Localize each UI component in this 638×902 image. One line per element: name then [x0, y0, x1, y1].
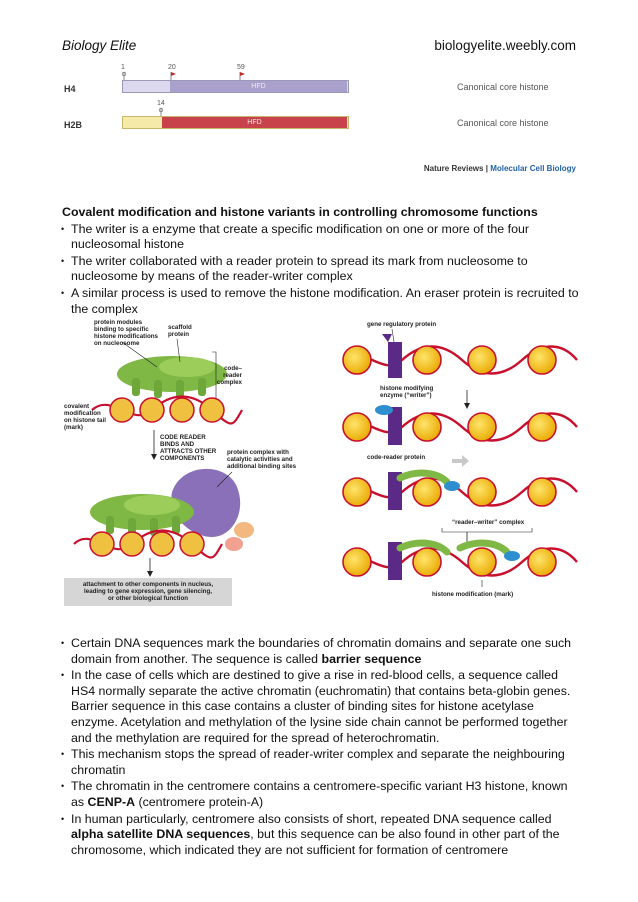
text-segment: In the case of cells which are destined to give a rise in red-blood cells, a sequence called HS4 normally separate the active chromatin (euchromatin) that contains beta-globin genes. Barrier sequence in this case contains a cluster of binding sites for histone acetylase enzyme. Acetylation and methylation of the lysine side chain cannot be performed together and the methylation are required for the spread of heterochromatin. [71, 668, 571, 745]
source-title: Molecular Cell Biology [490, 164, 576, 173]
nucleosome-row-right-4 [343, 542, 577, 580]
label-code-reader-complex: code– reader complex [216, 365, 242, 386]
marker-pins [62, 60, 576, 160]
list-item [62, 779, 582, 810]
list-item [62, 812, 582, 859]
list-item [62, 747, 582, 778]
text-segment: This mechanism stops the spread of reader-writer complex and separate the neighbouring chromatin [71, 747, 565, 777]
bold-term: alpha satellite DNA sequences [71, 827, 251, 842]
marker-14-label: 14 [157, 100, 165, 107]
section-title: Covalent modification and histone variants in controlling chromosome functions [62, 205, 538, 219]
pin-14-icon [159, 108, 163, 116]
marker-20-label: 20 [168, 64, 176, 71]
h4-canonical-note: Canonical core histone [457, 82, 549, 92]
section-barrier-centromere [62, 636, 582, 859]
list-item: • The writer is a enzyme that create a specific modification on one or more of the four nucleosomal histone [62, 222, 582, 253]
label-code-reader-binds: CODE READER BINDS AND ATTRACTS OTHER COMPONENTS [160, 434, 217, 462]
nucleosome-row-right-3 [343, 472, 577, 510]
scaffold-protein-bottom [90, 494, 194, 536]
h2b-canonical-note: Canonical core histone [457, 118, 549, 128]
h4-label: H4 [64, 84, 76, 94]
pin-1-icon [122, 72, 126, 80]
label-gene-regulatory-protein: gene regulatory protein [367, 321, 437, 328]
text-segment: The chromatin in the centromere contains a centromere-specific variant H3 histone, known as [71, 779, 568, 809]
text-segment: , but this sequence can be also found in other part of the chromosome, which indicated they are not sufficient for formation of centromere [71, 827, 560, 857]
list-item [62, 636, 582, 667]
pin-20-icon [171, 72, 176, 80]
bold-term: CENP-A [87, 794, 136, 809]
source-separator: | [485, 164, 488, 173]
label-covalent-modification: covalent modification on histone tail (mark) [64, 403, 106, 431]
text-segment: (centromere protein-A) [135, 794, 264, 809]
text-segment: In human particularly, centromere also consists of short, repeated DNA sequence called [71, 811, 552, 826]
arrow-right-icon [452, 455, 469, 467]
list-item [62, 668, 582, 746]
h4-hfd-domain: HFD [170, 81, 347, 92]
h2b-label: H2B [64, 120, 83, 130]
label-histone-modification-mark: histone modification (mark) [432, 591, 514, 598]
section1-bullet-list [62, 222, 582, 318]
source-credit [424, 164, 576, 173]
list-item: • The writer collaborated with a reader protein to spread its mark from nucleosome to nucleosome by means of the reader-writer complex [62, 254, 582, 285]
page-header [62, 38, 576, 56]
label-attachment: attachment to other components in nucleus, leading to gene expression, gene silencing, or other biological function [82, 581, 214, 602]
text-segment: Certain DNA sequences mark the boundaries of chromatin domains and separate one such domain from another. The sequence is called [71, 636, 572, 666]
histone-domain-diagram [62, 60, 576, 180]
label-histone-modifying-enzyme: histone modifying enzyme (“writer”) [380, 385, 434, 399]
marker-1-label: 1 [121, 64, 125, 71]
section-covalent-modification [62, 205, 582, 318]
nucleosome-row-right-1 [343, 334, 577, 378]
marker-59-label: 59 [237, 64, 245, 71]
nucleosome-row-left-bottom [74, 531, 222, 558]
website-link[interactable]: biologyelite.weebly.com [434, 38, 576, 53]
label-reader-writer-complex: “reader–writer” complex [452, 519, 525, 526]
reader-writer-figure [62, 312, 582, 612]
label-scaffold-protein: scaffold protein [168, 324, 192, 338]
label-protein-complex-catalytic: protein complex with catalytic activities and additional binding sites [227, 449, 297, 470]
source-journal: Nature Reviews [423, 164, 484, 173]
section2-bullet-list [62, 636, 582, 858]
pin-59-icon [240, 72, 245, 80]
nucleosome-row-left-top [92, 397, 242, 424]
scaffold-protein-top [117, 356, 227, 398]
label-code-reader-protein: code-reader protein [367, 454, 426, 461]
nucleosome-row-right-2 [343, 405, 577, 445]
bold-term: barrier sequence [321, 651, 422, 666]
reader-writer-illustration [62, 312, 582, 612]
h2b-hfd-domain: HFD [162, 117, 347, 128]
brand-name: Biology Elite [62, 38, 137, 53]
list-item: • A similar process is used to remove the histone modification. An eraser protein is recruited to the complex [62, 286, 582, 317]
label-protein-modules: protein modules binding to specific histone modifications on nucleosome [94, 319, 158, 347]
